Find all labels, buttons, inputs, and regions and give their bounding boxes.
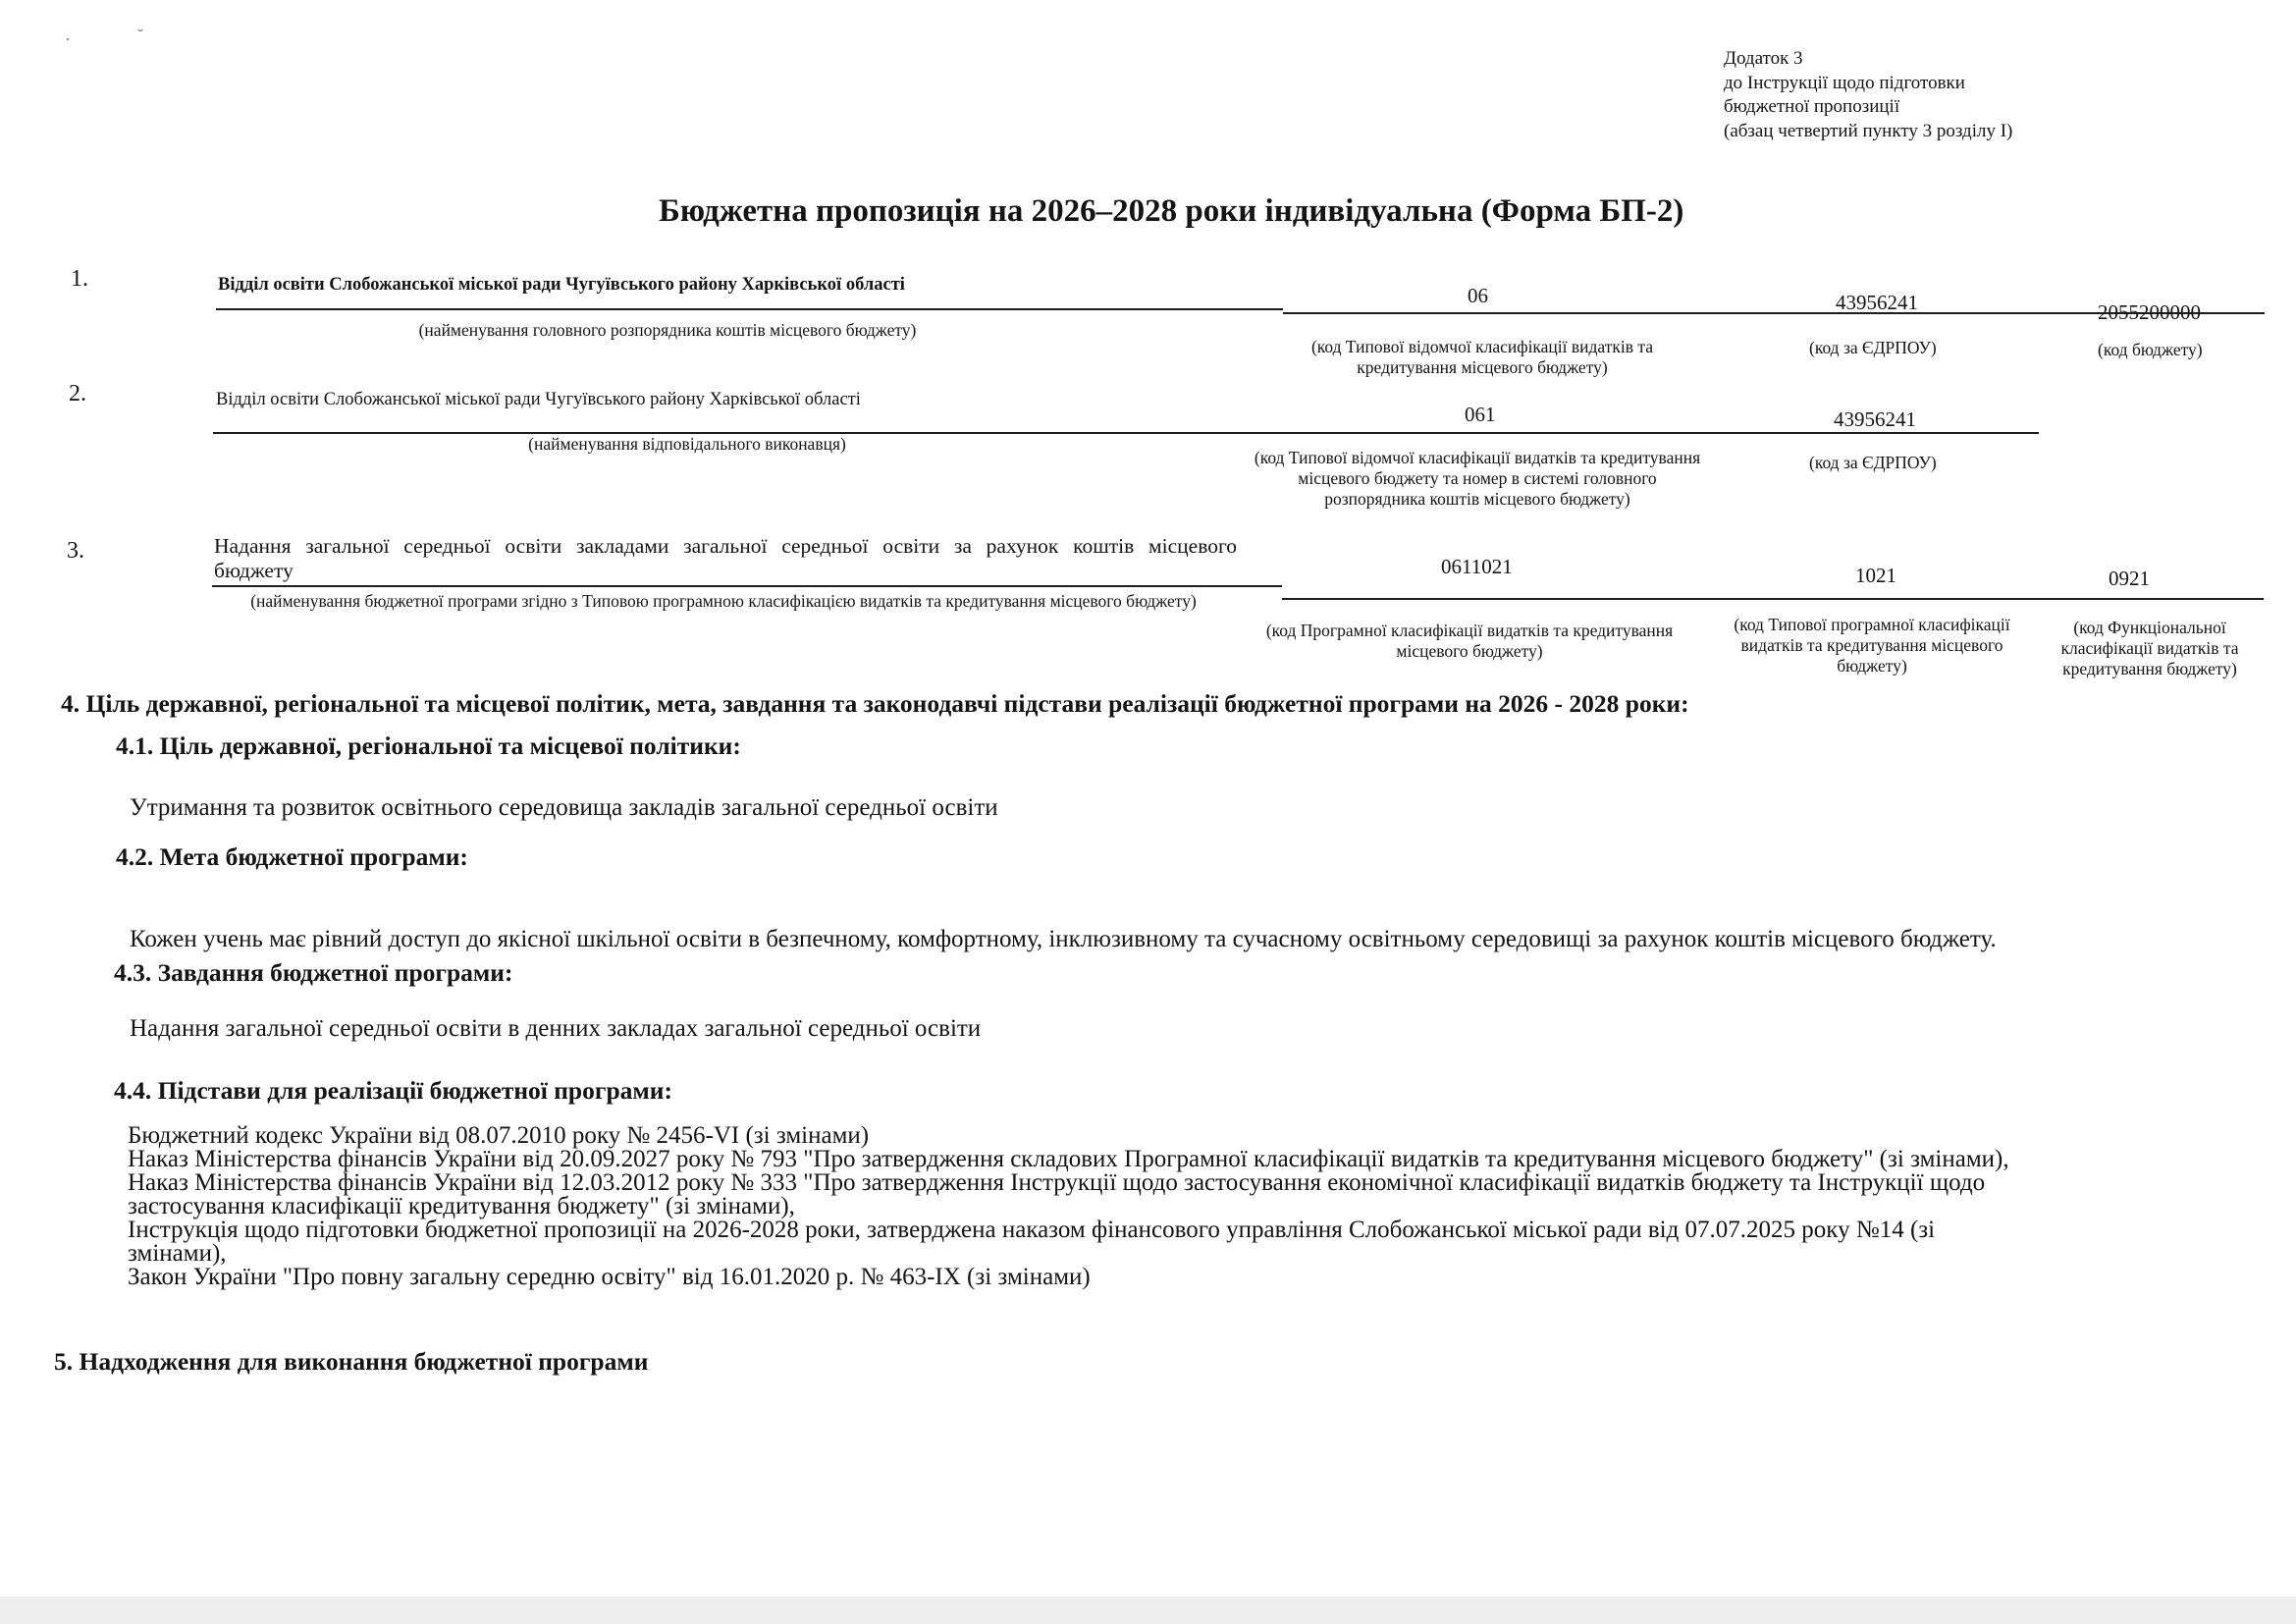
section-4-heading: 4. Ціль державної, регіональної та місцевої політик, мета, завдання та законодавчі підстави реалізації бюджетної програми на 2026 - 2028 роки:	[61, 689, 1689, 718]
functional-code-caption: (код Функціональної класифікації видатків та кредитування бюджету)	[2060, 618, 2239, 678]
section-4-2-heading: 4.2. Мета бюджетної програми:	[116, 842, 468, 871]
typical-program-code: 1021	[1855, 564, 1896, 587]
scan-mark: ·	[65, 29, 71, 49]
department-code: 06	[1468, 284, 1488, 307]
typical-program-code-caption: (код Типової програмної класифікації видатків та кредитування місцевого бюджету)	[1734, 615, 2010, 676]
section-4-2-text: Кожен учень має рівний доступ до якісної шкільної освіти в безпечному, комфортному, інклюзивному та сучасному освітньому середовищі за рахунок коштів місцевого бюджету.	[130, 926, 1997, 952]
program-name-line: бюджету	[214, 559, 294, 582]
manager-name-caption: (найменування головного розпорядника коштів місцевого бюджету)	[418, 320, 917, 340]
row-number: 2.	[69, 381, 86, 406]
functional-code: 0921	[2109, 567, 2150, 590]
legal-basis-line: змінами),	[128, 1240, 227, 1267]
executor-edrpou: 43956241	[1834, 407, 1916, 431]
scan-mark: ˘	[137, 26, 143, 45]
edrpou-code: 43956241	[1836, 291, 1918, 314]
manager-name: Відділ освіти Слобожанської міської ради Чугуївського району Харківської області	[218, 275, 905, 295]
program-name-caption: (найменування бюджетної програми згідно з Типовою програмною класифікацією видатків та кредитування місцевого бюджету)	[250, 591, 1197, 611]
annex-line: бюджетної пропозиції	[1724, 96, 1900, 117]
budget-code: 2055200000	[2098, 300, 2201, 324]
section-4-3-heading: 4.3. Завдання бюджетної програми:	[114, 958, 513, 987]
program-code-caption: (код Програмної класифікації видатків та кредитування місцевого бюджету)	[1265, 621, 1674, 661]
row-number: 3.	[67, 538, 84, 564]
section-4-1-heading: 4.1. Ціль державної, регіональної та місцевої політики:	[116, 731, 741, 760]
executor-code-caption: (код Типової відомчої класифікації видатків та кредитування місцевого бюджету та номер в системі головного розпорядника коштів місцевого бюджету)	[1254, 448, 1701, 509]
legal-basis-line: застосування класифікації кредитування бюджету" (зі змінами),	[128, 1193, 795, 1219]
program-name-line: Надання загальної середньої освіти закладами загальної середньої освіти за рахунок коштів місцевого	[214, 534, 1237, 558]
legal-basis-line: Бюджетний кодекс України від 08.07.2010 року № 2456-VI (зі змінами)	[128, 1122, 870, 1149]
annex-block	[1724, 47, 2012, 143]
program-code: 0611021	[1441, 555, 1513, 578]
annex-line: Додаток 3	[1724, 48, 1803, 69]
row-number: 1.	[71, 266, 88, 292]
underline	[212, 585, 1282, 587]
page-title: Бюджетна пропозиція на 2026–2028 роки індивідуальна (Форма БП-2)	[659, 193, 1684, 229]
underline	[216, 308, 1283, 310]
underline	[1282, 598, 2264, 600]
legal-basis-line: Закон України "Про повну загальну середню освіту" від 16.01.2020 р. № 463-IX (зі змінами)	[128, 1264, 1091, 1290]
legal-basis-line: Інструкція щодо підготовки бюджетної пропозиції на 2026-2028 роки, затверджена наказом фінансового управління Слобожанської міської ради від 07.07.2025 року №14 (зі	[128, 1217, 1936, 1243]
executor-name: Відділ освіти Слобожанської міської ради Чугуївського району Харківської області	[216, 390, 861, 409]
section-4-3-text: Надання загальної середньої освіти в денних закладах загальної середньої освіти	[130, 1015, 982, 1042]
legal-basis-line: Наказ Міністерства фінансів України від 12.03.2012 року № 333 "Про затвердження Інструкції щодо застосування економічної класифікації видатків бюджету та Інструкції щодо	[128, 1169, 1986, 1196]
budget-code-caption: (код бюджету)	[2098, 340, 2203, 359]
scan-edge	[0, 1597, 2296, 1624]
section-4-4-list	[128, 1124, 2009, 1289]
executor-edrpou-caption: (код за ЄДРПОУ)	[1809, 453, 1937, 472]
edrpou-caption: (код за ЄДРПОУ)	[1809, 338, 1937, 357]
department-code-caption: (код Типової відомчої класифікації видатків та кредитування місцевого бюджету)	[1310, 337, 1654, 377]
annex-line: (абзац четвертий пункту 3 розділу І)	[1724, 120, 2013, 141]
section-4-1-text: Утримання та розвиток освітнього середовища закладів загальної середньої освіти	[130, 794, 998, 821]
program-name	[214, 534, 1237, 583]
section-4-4-heading: 4.4. Підстави для реалізації бюджетної програми:	[114, 1076, 672, 1105]
executor-code: 061	[1465, 403, 1496, 426]
legal-basis-line: Наказ Міністерства фінансів України від 20.09.2027 року № 793 "Про затвердження складових Програмної класифікації видатків та кредитування місцевого бюджету" (зі змінами),	[128, 1146, 2009, 1172]
section-5-heading: 5. Надходження для виконання бюджетної програми	[54, 1347, 649, 1376]
executor-name-caption: (найменування відповідального виконавця)	[528, 434, 846, 454]
annex-line: до Інструкції щодо підготовки	[1724, 72, 1965, 93]
